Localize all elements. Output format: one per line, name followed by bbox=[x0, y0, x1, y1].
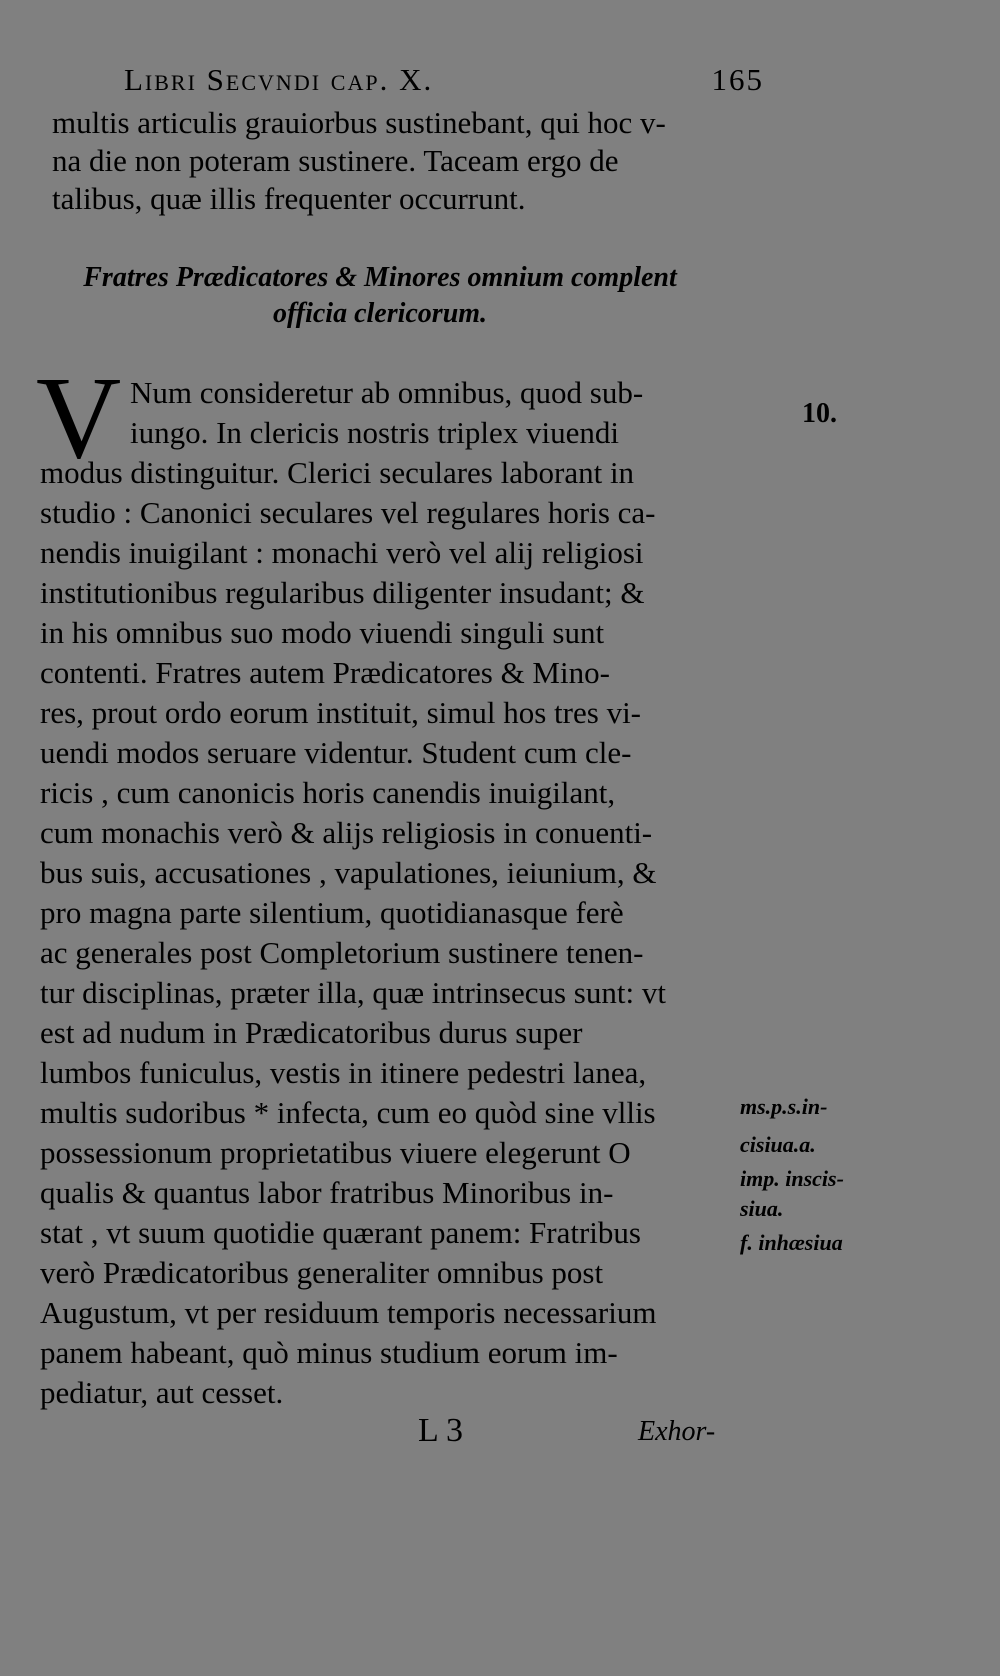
running-head-title: Libri Secvndi cap. X. bbox=[124, 62, 434, 97]
text-line: multis articulis grauiorbus sustinebant, qui hoc v- bbox=[52, 105, 666, 140]
text-line: institutionibus regularibus diligenter insudant; & bbox=[40, 575, 645, 610]
signature-mark: L 3 bbox=[418, 1412, 464, 1449]
text-line: Num consideretur ab omnibus, quod sub- bbox=[130, 375, 644, 410]
margin-section-number: 10. bbox=[802, 398, 837, 429]
text-line: possessionum proprietatibus viuere elegerunt O bbox=[40, 1135, 631, 1170]
text-line: nendis inuigilant : monachi verò vel alij religiosi bbox=[40, 535, 644, 570]
catchword: Exhor- bbox=[638, 1416, 716, 1447]
text-line: multis sudoribus * infecta, cum eo quòd sine vllis bbox=[40, 1095, 656, 1130]
marginal-note-line: imp. inscis- bbox=[740, 1166, 844, 1191]
text-line: bus suis, accusationes , vapulationes, ieiunium, & bbox=[40, 855, 657, 890]
marginal-note-line: f. inhæsiua bbox=[740, 1230, 843, 1255]
text-line: res, prout ordo eorum instituit, simul hos tres vi- bbox=[40, 695, 642, 730]
text-line: in his omnibus suo modo viuendi singuli sunt bbox=[40, 615, 605, 650]
marginal-note-line: ms.p.s.in- bbox=[740, 1094, 828, 1119]
text-line: panem habeant, quò minus studium eorum im- bbox=[40, 1335, 618, 1370]
text-line: Augustum, vt per residuum temporis necessarium bbox=[40, 1295, 657, 1330]
text-line: studio : Canonici seculares vel regulares horis ca- bbox=[40, 495, 656, 530]
text-line: contenti. Fratres autem Prædicatores & Mino- bbox=[40, 655, 610, 690]
marginal-note-line: cisiua.a. bbox=[740, 1132, 816, 1157]
text-line: uendi modos seruare videntur. Student cum cle- bbox=[40, 735, 632, 770]
text-line: tur disciplinas, præter illa, quæ intrinsecus sunt: vt bbox=[40, 975, 666, 1010]
text-line: ricis , cum canonicis horis canendis inuigilant, bbox=[40, 775, 616, 810]
text-line: pediatur, aut cesset. bbox=[40, 1375, 284, 1410]
marginal-note-line: siua. bbox=[740, 1196, 784, 1221]
chapter-heading-line: Fratres Prædicatores & Minores omnium complent bbox=[83, 262, 677, 293]
running-head bbox=[124, 62, 764, 102]
text-line: na die non poteram sustinere. Taceam ergo de bbox=[52, 143, 619, 178]
drop-capital: V bbox=[36, 352, 122, 483]
chapter-heading-line: officia clericorum. bbox=[272, 298, 488, 329]
text-line: qualis & quantus labor fratribus Minoribus in- bbox=[40, 1175, 614, 1210]
text-line: modus distinguitur. Clerici seculares laborant in bbox=[40, 455, 635, 490]
text-line: pro magna parte silentium, quotidianasque ferè bbox=[40, 895, 624, 930]
text-line: iungo. In clericis nostris triplex viuendi bbox=[130, 415, 620, 450]
text-line: stat , vt suum quotidie quærant panem: Fratribus bbox=[40, 1215, 641, 1250]
page-number: 165 bbox=[711, 62, 764, 97]
text-line: est ad nudum in Prædicatoribus durus super bbox=[40, 1015, 583, 1050]
text-line: cum monachis verò & alijs religiosis in conuenti- bbox=[40, 815, 653, 850]
text-line: talibus, quæ illis frequenter occurrunt. bbox=[52, 181, 526, 216]
text-line: lumbos funiculus, vestis in itinere pedestri lanea, bbox=[40, 1055, 647, 1090]
text-line: verò Prædicatoribus generaliter omnibus post bbox=[40, 1255, 604, 1290]
text-line: ac generales post Completorium sustinere tenen- bbox=[40, 935, 644, 970]
